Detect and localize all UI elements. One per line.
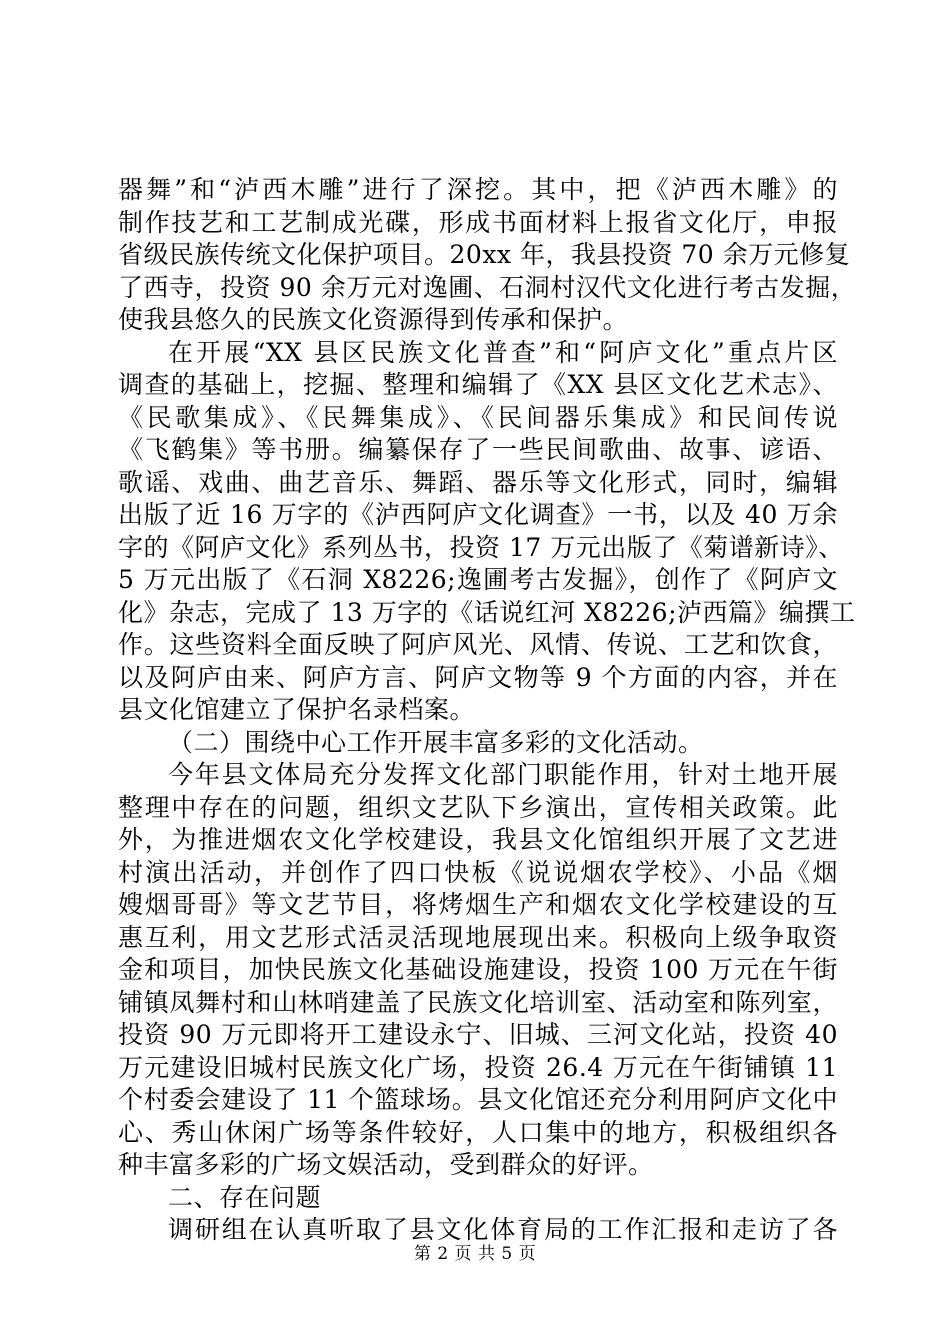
text-line: 使我县悠久的民族文化资源得到传承和保护。 [118,305,629,334]
paragraph-start-line: 今年县文体局充分发挥文化部门职能作用，针对土地开展 [168,760,838,789]
text-line: 出版了近 16 万字的《泸西阿庐文化调查》一书，以及 40 万余 [118,500,838,529]
page-number-label: 第 2 页 共 5 页 [413,1244,537,1264]
text-line: 整理中存在的问题，组织文艺队下乡演出，宣传相关政策。此 [118,792,838,822]
text-line: 省级民族传统文化保护项目。20xx 年，我县投资 70 余万元修复 [118,240,851,269]
text-line: 5 万元出版了《石洞 X8226;逸圃考古发掘》，创作了《阿庐文 [118,565,838,594]
page-footer [0,1239,950,1264]
text-line: 外，为推进烟农文化学校建设，我县文化馆组织开展了文艺进 [118,825,838,854]
text-line: 歌谣、戏曲、曲艺音乐、舞蹈、器乐等文化形式，同时，编辑 [118,467,838,497]
paragraph-start-line: 在开展“XX 县区民族文化普查”和“阿庐文化”重点片区 [168,337,838,367]
text-line: 作。这些资料全面反映了阿庐风光、风情、传说、工艺和饮食， [118,630,838,659]
text-line: 个村委会建设了 11 个篮球场。县文化馆还充分利用阿庐文化中 [118,1085,838,1114]
text-line: 《民歌集成》、《民舞集成》、《民间器乐集成》和民间传说 [118,402,838,432]
paragraph-start-line: 调研组在认真听取了县文化体育局的工作汇报和走访了各 [168,1215,838,1244]
text-line: 投资 90 万元即将开工建设永宁、旧城、三河文化站，投资 40 [118,1020,838,1049]
text-line: 制作技艺和工艺制成光碟，形成书面材料上报省文化厅，申报 [118,207,838,237]
text-line: 器舞”和“泸西木雕”进行了深挖。其中，把《泸西木雕》的 [118,175,838,204]
text-line: 心、秀山休闲广场等条件较好，人口集中的地方，积极组织各 [118,1117,838,1147]
text-line: 铺镇凤舞村和山林哨建盖了民族文化培训室、活动室和陈列室， [118,987,838,1017]
text-line: 金和项目，加快民族文化基础设施建设，投资 100 万元在午街 [118,955,838,984]
text-line: 村演出活动，并创作了四口快板《说说烟农学校》、小品《烟 [118,857,838,887]
section-heading: （二）围绕中心工作开展丰富多彩的文化活动。 [168,727,704,757]
text-line: 字的《阿庐文化》系列丛书，投资 17 万元出版了《菊谱新诗》、 [118,532,844,562]
text-line: 调查的基础上，挖掘、整理和编辑了《XX 县区文化艺术志》、 [118,370,838,399]
section-heading: 二、存在问题 [168,1182,322,1212]
text-line: 惠互利，用文艺形式活灵活现地展现出来。积极向上级争取资 [118,922,838,952]
text-line: 县文化馆建立了保护名录档案。 [118,695,476,724]
text-line: 种丰富多彩的广场文娱活动，受到群众的好评。 [118,1150,654,1179]
document-body [118,174,857,1247]
text-line: 化》杂志，完成了 13 万字的《话说红河 X8226;泸西篇》编撰工 [118,597,856,627]
text-line: 嫂烟哥哥》等文艺节目，将烤烟生产和烟农文化学校建设的互 [118,890,838,919]
text-line: 了西寺，投资 90 余万元对逸圃、石洞村汉代文化进行考古发掘， [118,272,857,302]
text-line: 《飞鹤集》等书册。编纂保存了一些民间歌曲、故事、谚语、 [118,435,838,464]
text-line: 万元建设旧城村民族文化广场，投资 26.4 万元在午街铺镇 11 [118,1052,838,1082]
text-line: 以及阿庐由来、阿庐方言、阿庐文物等 9 个方面的内容，并在 [118,662,838,692]
